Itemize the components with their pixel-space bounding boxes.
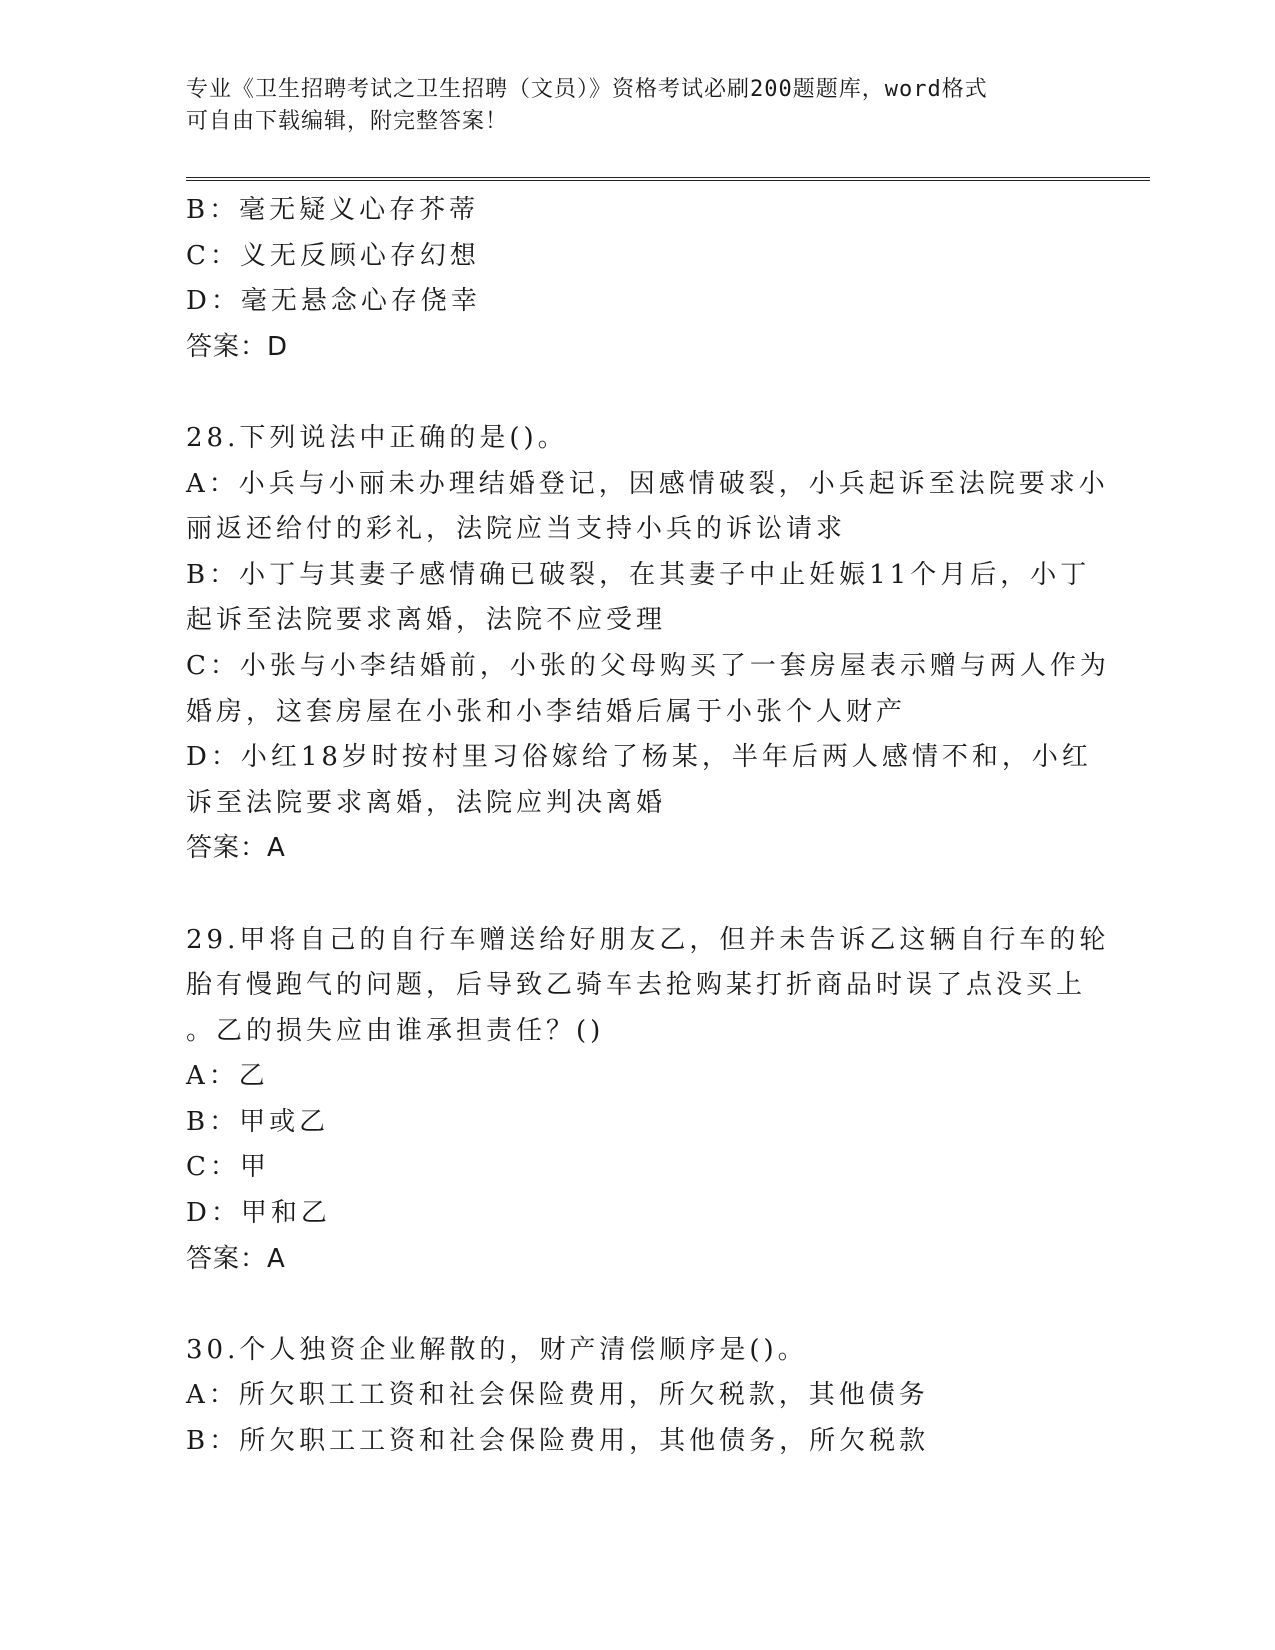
option-b: B：毫无疑义心存芥蒂 (186, 195, 480, 225)
question-stem: 30.个人独资企业解散的，财产清偿顺序是()。 (186, 1334, 808, 1365)
question-stem: 28.下列说法中正确的是()。 (186, 422, 568, 453)
question-stem-cont: 胎有慢跑气的问题，后导致乙骑车去抢购某打折商品时误了点没买上 (186, 970, 1087, 1001)
option-b: B：所欠职工工资和社会保险费用，其他债务，所欠税款 (186, 1426, 930, 1457)
option-c: C：小张与小李结婚前，小张的父母购买了一套房屋表示赠与两人作为 (186, 650, 1110, 681)
spacer (186, 1282, 1086, 1328)
question-stem-cont: 。乙的损失应由谁承担责任？() (186, 1015, 605, 1046)
spacer (186, 370, 1086, 416)
option-d: D：小红18岁时按村里习俗嫁给了杨某，半年后两人感情不和，小红 (186, 742, 1092, 773)
question-30 (186, 1328, 1086, 1465)
header-line-1: 专业《卫生招聘考试之卫生招聘（文员）》资格考试必刷200题题库，word格式 (186, 77, 988, 102)
option-c: C：义无反顾心存幻想 (186, 240, 480, 271)
option-a-cont: 丽返还给付的彩礼，法院应当支持小兵的诉讼请求 (186, 514, 847, 545)
option-a: A：所欠职工工资和社会保险费用，所欠税款，其他债务 (186, 1380, 929, 1411)
option-d-cont: 诉至法院要求离婚，法院应判决离婚 (186, 787, 667, 818)
option-b: B：小丁与其妻子感情确已破裂，在其妻子中止妊娠11个月后，小丁 (186, 559, 1091, 590)
question-27-continuation (186, 188, 1086, 370)
option-c: C：甲 (186, 1152, 270, 1183)
option-c-cont: 婚房，这套房屋在小张和小李结婚后属于小张个人财产 (186, 696, 907, 727)
option-d: D：甲和乙 (186, 1198, 331, 1229)
option-b: B：甲或乙 (186, 1106, 330, 1137)
question-28 (186, 416, 1110, 872)
document-body (186, 188, 1110, 1465)
header-line-2: 可自由下载编辑，附完整答案！ (186, 109, 509, 134)
question-stem: 29.甲将自己的自行车赠送给好朋友乙，但并未告诉乙这辆自行车的轮 (186, 924, 1110, 955)
page-header (186, 74, 1086, 138)
question-29 (186, 918, 1110, 1283)
answer-line: 答案：A (186, 833, 286, 864)
option-d: D：毫无悬念心存侥幸 (186, 286, 481, 317)
spacer (186, 872, 1086, 918)
option-a: A：小兵与小丽未办理结婚登记，因感情破裂，小兵起诉至法院要求小 (186, 468, 1109, 499)
header-divider (186, 177, 1150, 181)
answer-line: 答案：A (186, 1243, 286, 1274)
option-b-cont: 起诉至法院要求离婚，法院不应受理 (186, 605, 667, 636)
option-a: A：乙 (186, 1061, 269, 1092)
answer-line: 答案：D (186, 331, 289, 362)
